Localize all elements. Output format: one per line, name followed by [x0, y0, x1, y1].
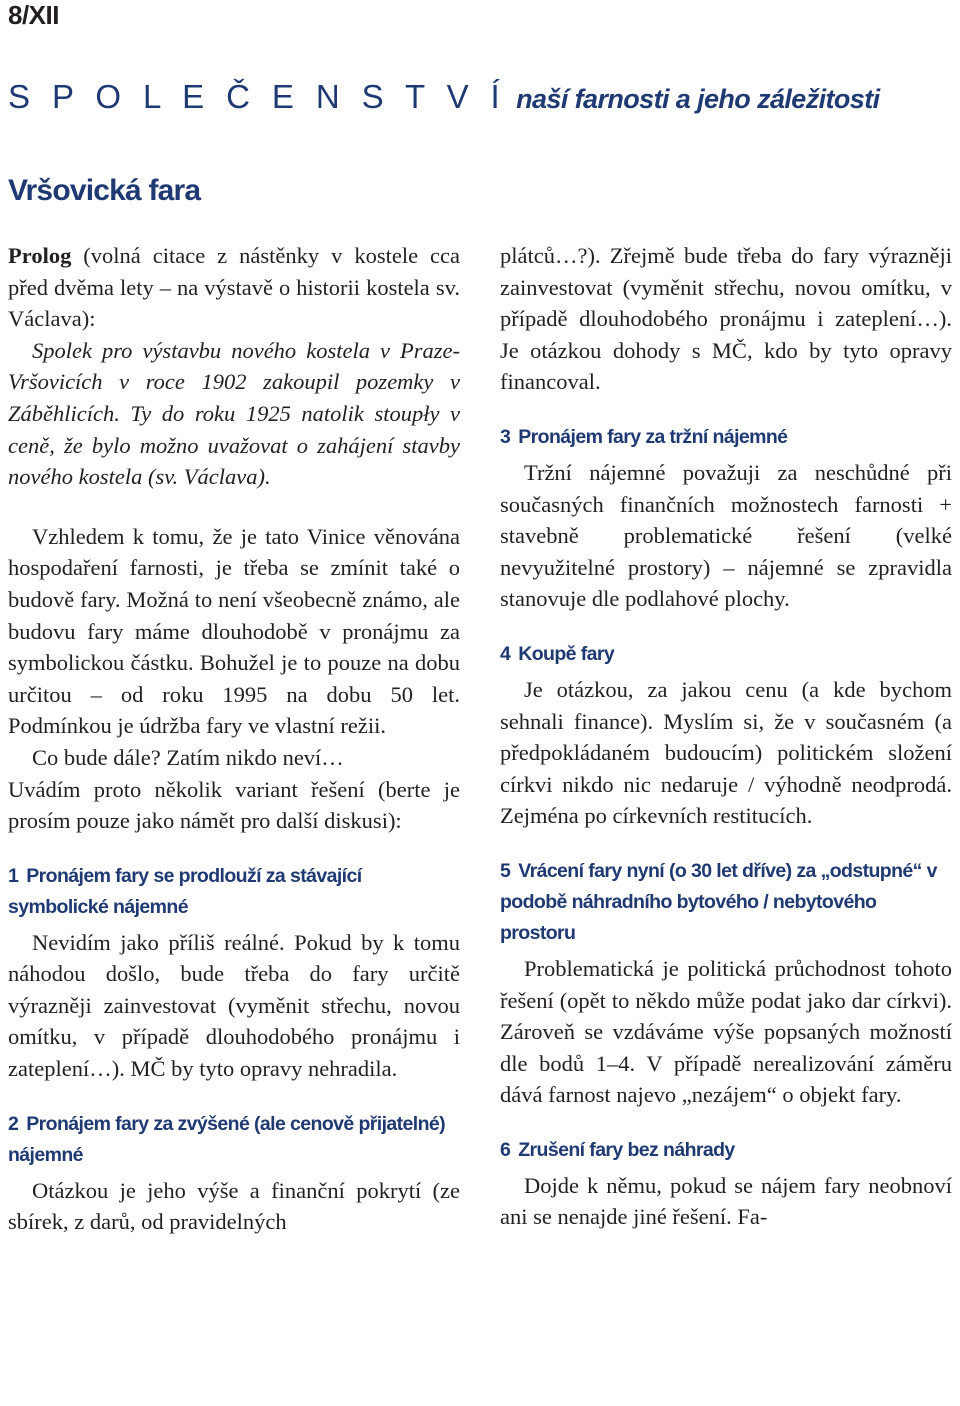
variant-4-heading — [500, 639, 952, 670]
variant-2-number: 2 — [8, 1112, 19, 1135]
variant-3-heading — [500, 422, 952, 453]
variant-1-text: Nevidím jako příliš reálné. Pokud by k tomu náhodou došlo, bude třeba do fary určitě výrazněji zainvestovat (vyměnit střechu, novou omítku, v případě dlouhodobého pronájmu i zateplení…). MČ by tyto opravy nehradila. — [8, 929, 460, 1082]
body-paragraph-2: Co bude dále? Zatím nikdo neví… — [32, 744, 344, 770]
variant-5-title: Vrácení fary nyní (o 30 let dříve) za „odstupné“ v podobě náhradního bytového / nebytového prostoru — [500, 859, 937, 944]
left-column — [8, 240, 460, 1238]
prolog-paragraph — [8, 240, 460, 335]
variant-1-heading — [8, 861, 460, 923]
variant-6-heading — [500, 1135, 952, 1166]
variant-2-heading — [8, 1109, 460, 1171]
variant-5-number: 5 — [500, 859, 511, 882]
variant-4-number: 4 — [500, 642, 511, 665]
variant-6-text: Dojde k němu, pokud se nájem fary neobnoví ani se nenajde jiné řešení. Fa- — [500, 1172, 952, 1230]
variant-3-text: Tržní nájemné považuji za neschůdné při současných finančních možnostech farnosti + stavebně problematické řešení (velké nevyužitelné prostory) – nájemné se zpravidla stanovuje dle podlahové plochy. — [500, 459, 952, 612]
section-title: S P O L E Č E N S T V Í — [8, 78, 507, 115]
section-subtitle: naší farnosti a jeho záležitosti — [516, 84, 880, 114]
variant-6-title: Zrušení fary bez náhrady — [518, 1138, 735, 1161]
prolog-intro: (volná citace z nástěnky v kostele cca před dvěma lety – na výstavě o historii kostela sv. Václava): — [8, 243, 460, 332]
variant-1-title: Pronájem fary se prodlouží za stávající symbolické nájemné — [8, 864, 362, 918]
variant-2-title: Pronájem fary za zvýšené (ale cenově přijatelné) nájemné — [8, 1112, 446, 1166]
section-header — [8, 78, 880, 116]
variant-5-text: Problematická je politická průchodnost tohoto řešení (opět to někdo může podat jako dar církvi). Zároveň se vzdáváme výše popsaných možností dle bodů 1–4. V případě nerealizování záměru dává farnost najevo „nezájem“ o objekt fary. — [500, 955, 952, 1108]
variant-6-number: 6 — [500, 1138, 511, 1161]
variant-1-number: 1 — [8, 864, 19, 887]
right-column — [500, 240, 952, 1233]
variant-4-text: Je otázkou, za jakou cenu (a kde bychom sehnali finance). Myslím si, že v současném (a předpokládaném budoucím) politickém složení církvi nikdo nic nedaruje / výhodně neodprodá. Zejména po církevních restitucích. — [500, 676, 952, 829]
prolog-quote: Spolek pro výstavbu nového kostela v Praze-Vršovicích v roce 1902 zakoupil pozemky v Záběhlicích. Ty do roku 1925 natolik stoupły v ceně, že bylo možno uvažovat o zahájení stavby nového kostela (sv. Václava). — [8, 337, 460, 490]
body-paragraph-3: Uvádím proto několik variant řešení (berte je prosím pouze jako námět pro další diskusi): — [8, 776, 460, 834]
prolog-kicker: Prolog — [8, 243, 72, 268]
variant-3-number: 3 — [500, 425, 511, 448]
variant-4-title: Koupě fary — [518, 642, 615, 665]
page-number: 8/XII — [8, 0, 59, 30]
variant-2-text-continued: plátců…?). Zřejmě bude třeba do fary výrazněji zainvestovat (vyměnit střechu, novou omítku, v případě dlouhodobého pronájmu i zateplení…). Je otázkou dohody s MČ, kdo by tyto opravy financoval. — [500, 243, 952, 395]
variant-3-title: Pronájem fary za tržní nájemné — [518, 425, 788, 448]
variant-2-text: Otázkou je jeho výše a finanční pokrytí (ze sbírek, z darů, od pravidelných — [8, 1177, 460, 1235]
variant-5-heading — [500, 856, 952, 949]
body-paragraph-1: Vzhledem k tomu, že je tato Vinice věnována hospodaření farnosti, je třeba se zmínit také o budově fary. Možná to není všeobecně známo, ale budovu fary máme dlouhodobě v pronájmu za symbolickou částku. Bohužel je to pouze na dobu určitou – od roku 1995 na dobu 50 let. Podmínkou je údržba fary ve vlastní režii. — [8, 523, 460, 739]
article-title: Vršovická fara — [8, 174, 201, 207]
